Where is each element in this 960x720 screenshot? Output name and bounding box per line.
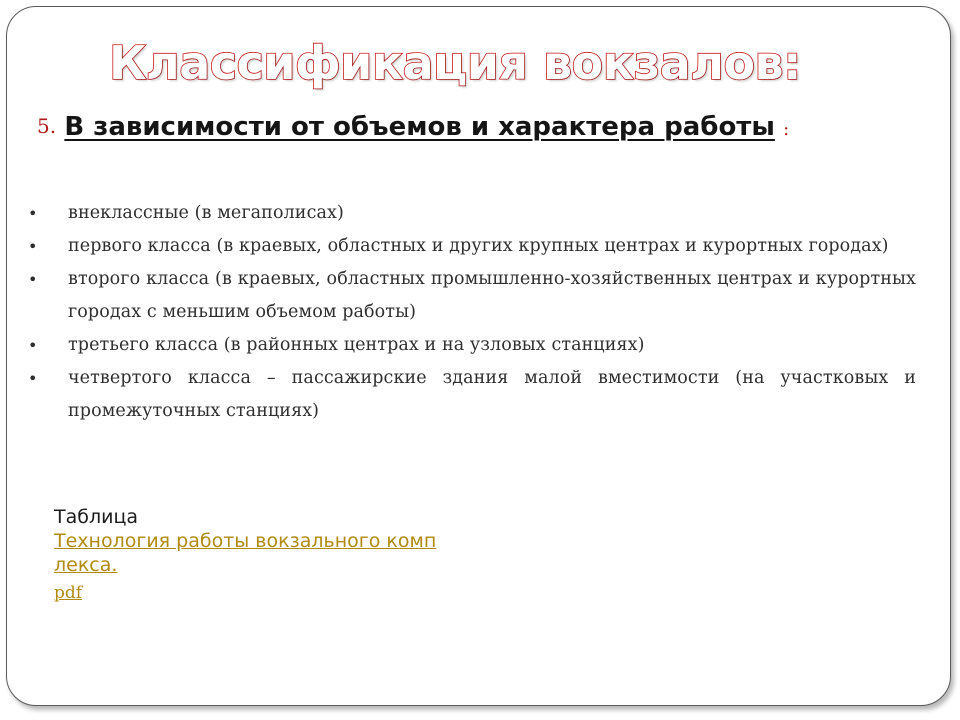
subheading-number: 5. [37,114,57,138]
subheading-colon: : [783,119,790,140]
bullet-icon: • [28,204,38,223]
list-item [28,230,916,263]
list-item [28,362,916,428]
list-item-text: внеклассные (в мегаполисах) [68,203,344,223]
slide-title: Классификация вокзалов: [108,36,802,90]
table-label: Таблица [54,506,139,528]
bullet-icon: • [28,336,38,355]
bullet-icon: • [28,237,38,256]
list-item-text: второго класса (в краевых, областных промышленно-хозяйственных центрах и курортных городах с меньшим объемом работы) [68,269,916,322]
pdf-link[interactable]: pdf [54,583,83,603]
classification-list [28,197,916,428]
list-item-text: первого класса (в краевых, областных и других крупных центрах и курортных городах) [68,236,889,256]
list-item-text: третьего класса (в районных центрах и на узловых станциях) [68,335,645,355]
list-item [28,329,916,362]
bullet-icon: • [28,369,38,388]
bullet-icon: • [28,270,38,289]
list-item [28,263,916,329]
table-reference [54,505,454,603]
list-item [28,197,916,230]
subheading [37,112,789,142]
list-item-text: четвертого класса – пассажирские здания малой вместимости (на участковых и промежуточных станциях) [68,368,916,421]
technology-document-link[interactable]: Технология работы вокзального комплекса. [54,530,437,576]
subheading-text: В зависимости от объемов и характера работы [64,112,775,142]
